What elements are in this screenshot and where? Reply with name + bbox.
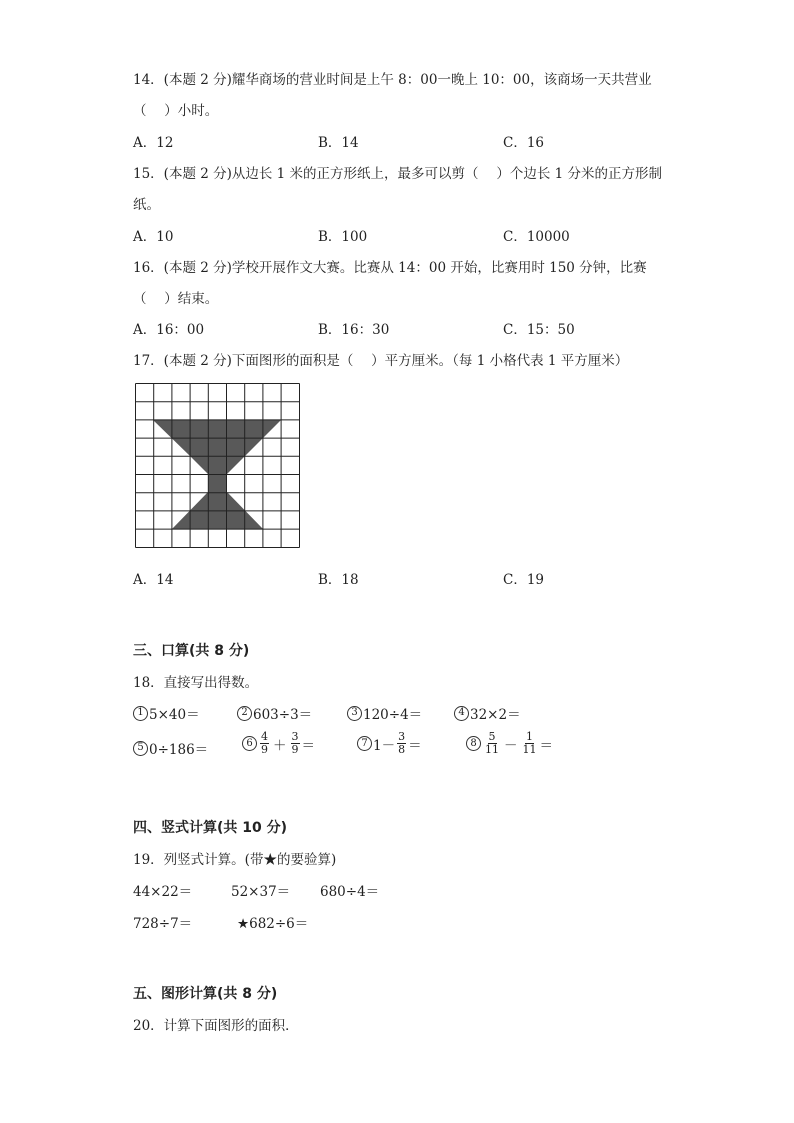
fraction: $\frac{3}{9}$ [291, 730, 299, 757]
oral-item-4 [454, 703, 521, 723]
oral-item-6 [242, 731, 315, 756]
vertical-calc-item: 52×37＝ [231, 884, 291, 900]
q16-option-b: B．16：30 [318, 322, 390, 338]
q14-option-a: A．12 [133, 135, 174, 151]
q17-option-b: B．18 [318, 572, 359, 588]
item-expression: 5×40＝ [149, 707, 200, 723]
q17-option-a: A．14 [133, 572, 174, 588]
q15-text-line2: 纸。 [133, 197, 160, 213]
item-number: 5 [133, 741, 148, 756]
item-number: 2 [237, 706, 252, 721]
section4-heading: 四、竖式计算(共 10 分) [133, 820, 288, 836]
item-number: 1 [133, 706, 148, 721]
item-expression: 0÷186＝ [149, 742, 209, 758]
vertical-calc-item: 44×22＝ [133, 884, 193, 900]
q14-option-b: B．14 [318, 135, 359, 151]
q14-text-line1: 14．(本题 2 分)耀华商场的营业时间是上午 8：00一晚上 10：00，该商场一天共营业 [133, 72, 652, 88]
oral-item-3 [347, 703, 422, 723]
item-number: 7 [357, 736, 372, 751]
oral-item-1 [133, 703, 200, 723]
item-number: 3 [347, 706, 362, 721]
operator: － [504, 737, 518, 754]
equals-sign: ＝ [408, 737, 422, 754]
expression-lead: 1－ [373, 737, 396, 754]
section5-heading: 五、图形计算(共 8 分) [133, 986, 278, 1002]
fraction: $\frac{3}{8}$ [398, 730, 406, 757]
equals-sign: ＝ [539, 737, 553, 754]
fraction: $\frac{5}{11}$ [485, 730, 499, 757]
q18-text: 18．直接写出得数。 [133, 675, 259, 691]
operator: ＋ [273, 737, 287, 754]
q14-option-c: C．16 [503, 135, 545, 151]
oral-item-7 [357, 731, 422, 756]
oral-item-8 [466, 731, 553, 756]
q17-option-c: C．19 [503, 572, 545, 588]
oral-item-5 [133, 738, 208, 758]
q15-option-c: C．10000 [503, 229, 570, 245]
vertical-calc-item: ★682÷6＝ [237, 916, 309, 932]
q17-text-line1: 17．(本题 2 分)下面图形的面积是（ ）平方厘米。（每 1 小格代表 1 平方厘米） [133, 353, 629, 369]
equals-sign: ＝ [301, 737, 315, 754]
q16-option-c: C．15：50 [503, 322, 575, 338]
grid-figure [135, 383, 301, 549]
q16-text-line2: （ ）结束。 [133, 291, 219, 307]
q16-option-a: A．16：00 [133, 322, 205, 338]
q15-text-line1: 15．(本题 2 分)从边长 1 米的正方形纸上，最多可以剪（ ）个边长 1 分米的正方形制 [133, 166, 663, 182]
q14-text-line2: （ ）小时。 [133, 103, 219, 119]
item-expression: 120÷4＝ [363, 707, 423, 723]
item-expression: 32×2＝ [470, 707, 521, 723]
q20-text: 20．计算下面图形的面积． [133, 1018, 299, 1034]
item-number: 4 [454, 706, 469, 721]
fraction: $\frac{1}{11}$ [522, 730, 537, 757]
q16-text-line1: 16．(本题 2 分)学校开展作文大赛。比赛从 14：00 开始，比赛用时 150 分钟，比赛 [133, 260, 647, 276]
fraction: $\frac{4}{9}$ [261, 730, 268, 757]
section3-heading: 三、口算(共 8 分) [133, 643, 250, 659]
q19-text: 19．列竖式计算。(带★的要验算) [133, 852, 337, 868]
vertical-calc-item: 728÷7＝ [133, 916, 193, 932]
oral-item-2 [237, 703, 312, 723]
q15-option-b: B．100 [318, 229, 368, 245]
q15-option-a: A．10 [133, 229, 174, 245]
item-number: 6 [242, 736, 257, 751]
item-number: 8 [466, 736, 481, 751]
vertical-calc-item: 680÷4＝ [320, 884, 380, 900]
item-expression: 603÷3＝ [253, 707, 313, 723]
